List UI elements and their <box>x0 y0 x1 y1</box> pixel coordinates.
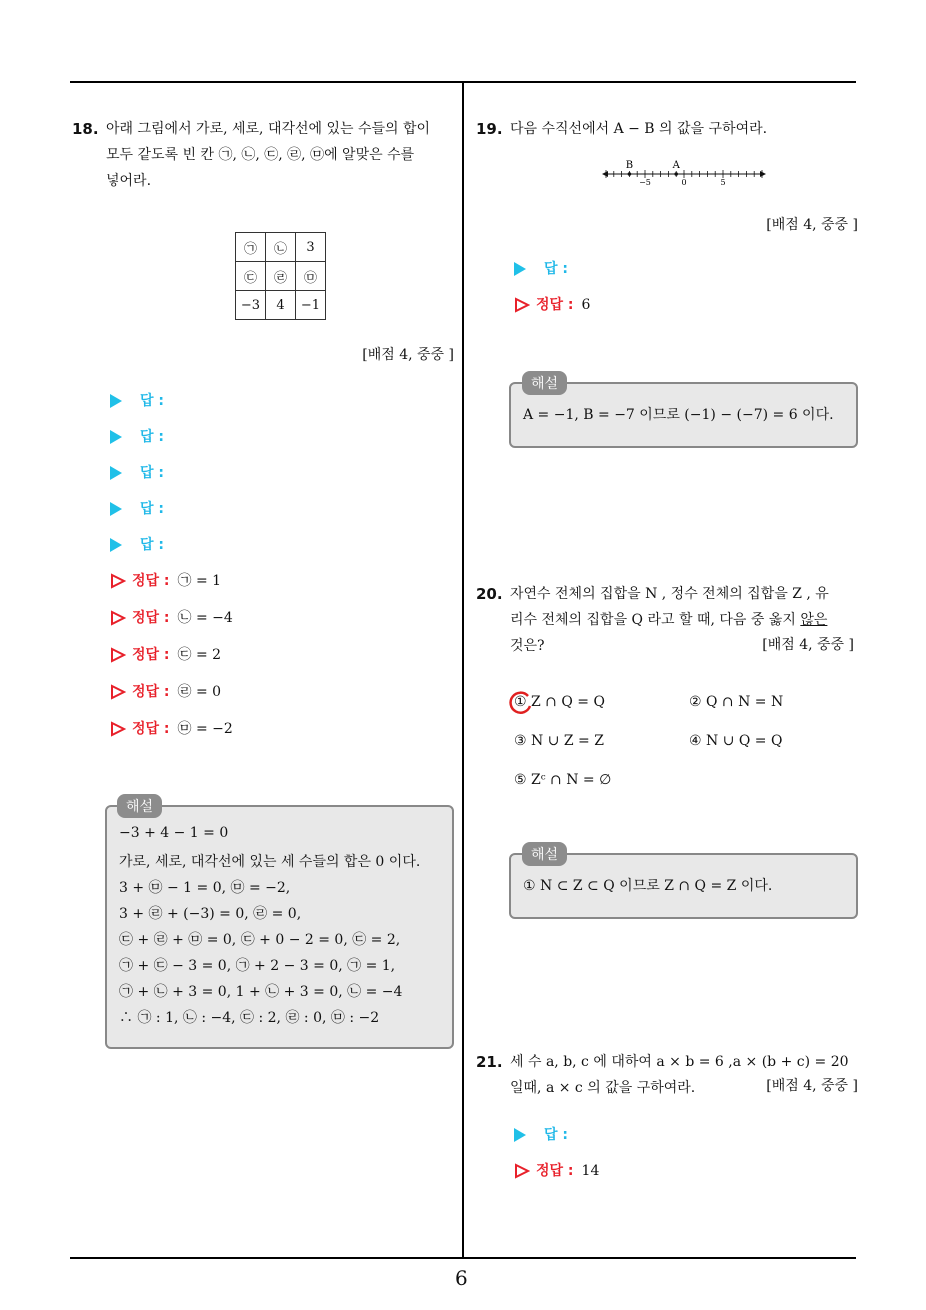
question-text-line: 것은? <box>510 638 545 654</box>
answer-label: 답 : <box>140 393 164 409</box>
correct-label: 정답 : <box>132 647 170 663</box>
grid-cell: ㉢ <box>236 262 266 291</box>
correct-answer-row <box>110 569 221 593</box>
magic-square-grid <box>235 232 326 320</box>
question-text-line: 리수 전체의 집합을 Q 라고 할 때, 다음 중 옳지 않은 <box>510 612 828 628</box>
grid-cell: ㉤ <box>296 262 326 291</box>
underlined-word: 않은 <box>800 612 828 628</box>
explanation-line: 3 + ㉣ + (−3) = 0, ㉣ = 0, <box>119 906 302 922</box>
correct-answer-value: 14 <box>581 1163 600 1179</box>
question-number: 18. <box>72 120 99 138</box>
point-a-label: A <box>672 160 680 171</box>
correct-answer-value: ㉡ = −4 <box>177 610 233 626</box>
tick-label: 5 <box>720 178 726 187</box>
selected-mark-circle <box>508 690 534 716</box>
score-label: [배점 4, 중중 ] <box>362 347 454 363</box>
explanation-line: ∴ ㉠ : 1, ㉡ : −4, ㉢ : 2, ㉣ : 0, ㉤ : −2 <box>119 1010 380 1026</box>
correct-label: 정답 : <box>536 1163 574 1179</box>
tick-label: −5 <box>639 178 651 187</box>
question-text-line: 자연수 전체의 집합을 N , 정수 전체의 집합을 Z , 유 <box>510 586 829 602</box>
right-arrow-icon <box>760 171 766 177</box>
blue-triangle-icon <box>110 430 122 444</box>
bottom-rule <box>70 1257 856 1259</box>
grid-cell: −3 <box>236 291 266 320</box>
grid-cell: ㉣ <box>266 262 296 291</box>
correct-answer-value: ㉤ = −2 <box>177 721 233 737</box>
red-outline-triangle-icon <box>514 1163 530 1179</box>
grid-cell: ㉡ <box>266 233 296 262</box>
point-b-label: B <box>625 160 634 171</box>
explanation-box <box>105 805 454 1049</box>
answer-label: 답 : <box>544 261 568 277</box>
correct-label: 정답 : <box>132 721 170 737</box>
red-outline-triangle-icon <box>110 610 126 626</box>
blue-triangle-icon <box>110 502 122 516</box>
answer-label: 답 : <box>140 537 164 553</box>
grid-cell: 3 <box>296 233 326 262</box>
explanation-line: 가로, 세로, 대각선에 있는 세 수들의 합은 0 이다. <box>119 854 421 870</box>
explanation-line: ㉠ + ㉡ + 3 = 0, 1 + ㉡ + 3 = 0, ㉡ = −4 <box>119 984 403 1000</box>
number-line <box>600 158 770 192</box>
answer-label: 답 : <box>140 465 164 481</box>
explanation-line: −3 + 4 − 1 = 0 <box>119 825 229 841</box>
question-number: 21. <box>476 1053 503 1071</box>
blue-triangle-icon <box>110 538 122 552</box>
explanation-tag: 해설 <box>522 371 567 395</box>
correct-label: 정답 : <box>536 297 574 313</box>
correct-answer-value: ㉢ = 2 <box>177 647 222 663</box>
question-text-line: 모두 같도록 빈 칸 ㉠, ㉡, ㉢, ㉣, ㉤에 알맞은 수를 <box>106 147 415 163</box>
question-text-line: 일때, a × c 의 값을 구하여라. <box>510 1080 696 1096</box>
column-divider <box>462 81 464 1259</box>
explanation-line: ㉠ + ㉢ − 3 = 0, ㉠ + 2 − 3 = 0, ㉠ = 1, <box>119 958 396 974</box>
blue-triangle-icon <box>514 262 526 276</box>
grid-cell: 4 <box>266 291 296 320</box>
question-text-line: 넣어라. <box>106 173 152 189</box>
correct-label: 정답 : <box>132 573 170 589</box>
question-number: 20. <box>476 585 503 603</box>
answer-row <box>514 257 568 281</box>
grid-cell: ㉠ <box>236 233 266 262</box>
correct-answer-row <box>110 680 221 704</box>
grid-cell: −1 <box>296 291 326 320</box>
tick-label: 0 <box>681 178 687 187</box>
correct-answer-row <box>514 293 590 317</box>
left-arrow-icon <box>602 171 608 177</box>
explanation-tag: 해설 <box>117 794 162 818</box>
answer-row <box>110 389 164 413</box>
answer-row <box>110 461 164 485</box>
correct-label: 정답 : <box>132 610 170 626</box>
question-text-line: 아래 그림에서 가로, 세로, 대각선에 있는 수들의 합이 <box>106 121 431 137</box>
score-label: [배점 4, 중중 ] <box>766 1078 858 1094</box>
blue-triangle-icon <box>110 466 122 480</box>
answer-label: 답 : <box>140 429 164 445</box>
red-outline-triangle-icon <box>110 721 126 737</box>
correct-answer-value: ㉠ = 1 <box>177 573 222 589</box>
option-2[interactable]: ② Q ∩ N = N <box>689 694 784 710</box>
question-19 <box>476 116 861 142</box>
question-18 <box>72 116 462 196</box>
correct-answer-row <box>110 606 233 630</box>
red-outline-triangle-icon <box>514 297 530 313</box>
score-label: [배점 4, 중중 ] <box>766 217 858 233</box>
answer-label: 답 : <box>140 501 164 517</box>
option-1[interactable]: ① Z ∩ Q = Q <box>514 694 605 710</box>
question-text-line: 세 수 a, b, c 에 대하여 a × b = 6 ,a × (b + c) = 20 <box>510 1054 849 1070</box>
correct-answer-row <box>110 643 221 667</box>
correct-answer-value: ㉣ = 0 <box>177 684 222 700</box>
answer-row <box>514 1123 568 1147</box>
option-5[interactable]: ⑤ Zᶜ ∩ N = ∅ <box>514 772 612 788</box>
option-4[interactable]: ④ N ∪ Q = Q <box>689 733 783 749</box>
question-number: 19. <box>476 120 503 138</box>
explanation-line: ㉢ + ㉣ + ㉤ = 0, ㉢ + 0 − 2 = 0, ㉢ = 2, <box>119 932 401 948</box>
page-number: 6 <box>455 1266 468 1290</box>
explanation-line: A = −1, B = −7 이므로 (−1) − (−7) = 6 이다. <box>523 407 834 423</box>
red-outline-triangle-icon <box>110 647 126 663</box>
answer-row <box>110 497 164 521</box>
answer-row <box>110 533 164 557</box>
explanation-line: 3 + ㉤ − 1 = 0, ㉤ = −2, <box>119 880 291 896</box>
blue-triangle-icon <box>110 394 122 408</box>
correct-answer-value: 6 <box>581 297 591 313</box>
correct-answer-row <box>514 1159 599 1183</box>
explanation-tag: 해설 <box>522 842 567 866</box>
blue-triangle-icon <box>514 1128 526 1142</box>
correct-answer-row <box>110 717 233 741</box>
correct-label: 정답 : <box>132 684 170 700</box>
answer-label: 답 : <box>544 1127 568 1143</box>
question-text: 다음 수직선에서 A − B 의 값을 구하여라. <box>510 121 768 137</box>
explanation-line: ① N ⊂ Z ⊂ Q 이므로 Z ∩ Q = Z 이다. <box>523 878 773 894</box>
score-label: [배점 4, 중중 ] <box>762 637 854 653</box>
question-text <box>106 116 430 194</box>
red-outline-triangle-icon <box>110 684 126 700</box>
option-3[interactable]: ③ N ∪ Z = Z <box>514 733 604 749</box>
red-outline-triangle-icon <box>110 573 126 589</box>
answer-row <box>110 425 164 449</box>
